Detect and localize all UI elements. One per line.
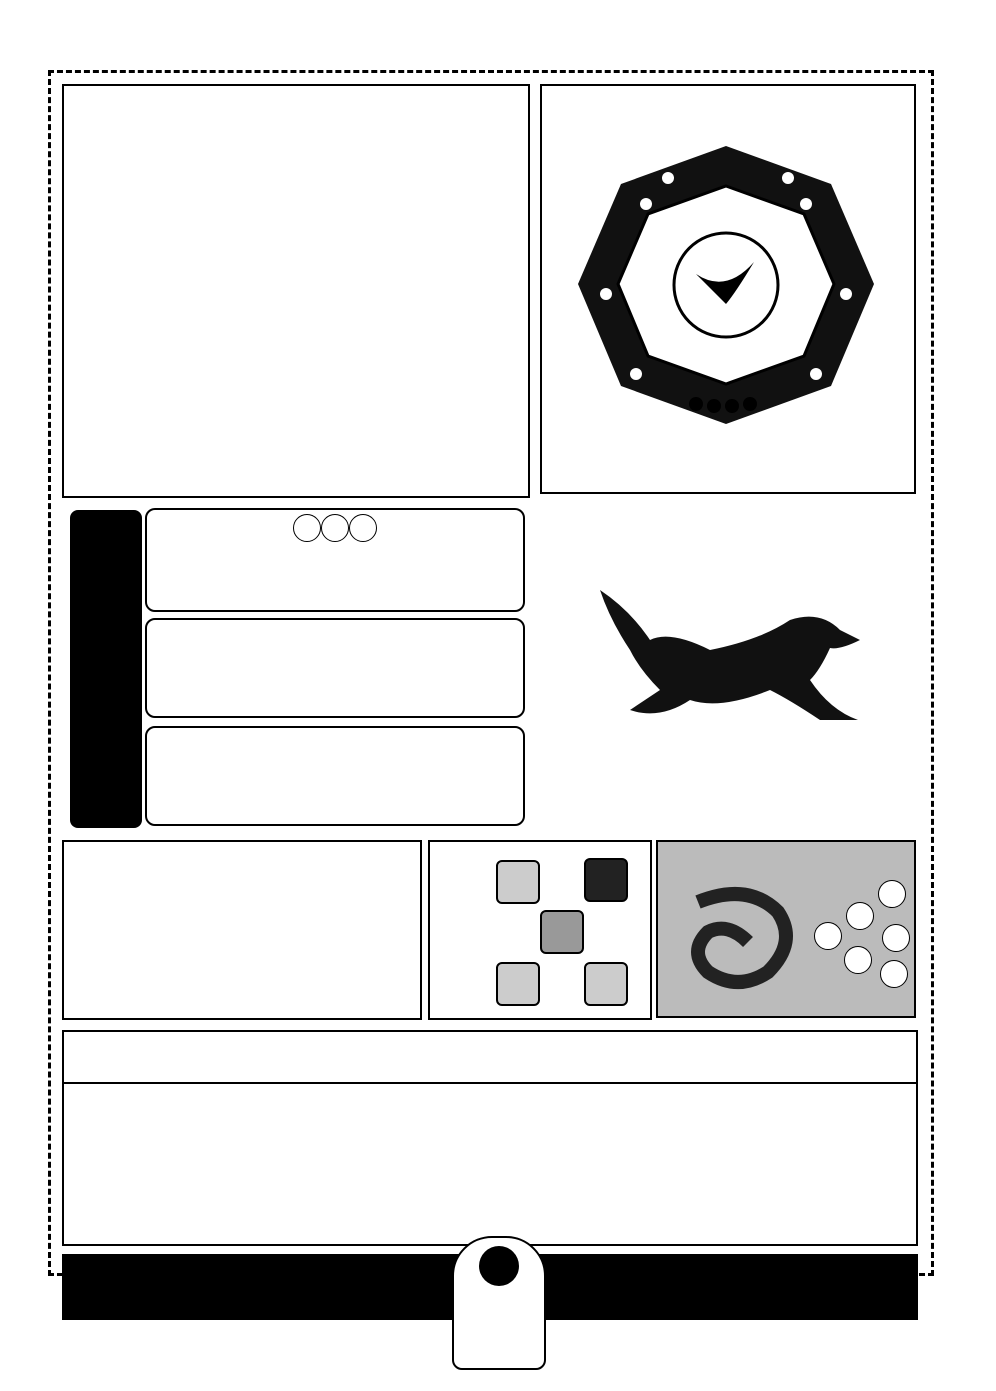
- poem1-box: [62, 84, 530, 498]
- rat-icon: [584, 962, 628, 1006]
- shengxiao-box: [428, 840, 652, 1020]
- dragon-illustration: [678, 882, 808, 1002]
- tongzi-panel-1: [145, 508, 525, 612]
- dragon-ball: [882, 924, 910, 952]
- dragon-ball: [844, 946, 872, 974]
- ox-icon: [540, 910, 584, 954]
- dragon-ball: [846, 902, 874, 930]
- poem2-box: [62, 840, 422, 1020]
- panel-heading: [157, 514, 513, 547]
- tongzi-panel-3: [145, 726, 525, 826]
- horse-icon: [584, 858, 628, 902]
- number-ball: [293, 514, 321, 542]
- number-ball: [349, 514, 377, 542]
- dog-illustration: [590, 570, 870, 750]
- promo-box: [62, 1030, 918, 1246]
- dragon-box: [656, 840, 916, 1018]
- promo-columns: [64, 1086, 916, 1244]
- goat-icon: [496, 962, 540, 1006]
- tongzi-panel-2: [145, 618, 525, 718]
- bagua-box: [540, 84, 916, 494]
- boy-mascot: [452, 1236, 546, 1370]
- dragon-ball: [814, 922, 842, 950]
- rooster-icon: [496, 860, 540, 904]
- promo-banner: [64, 1032, 916, 1084]
- dragon-ball: [878, 880, 906, 908]
- number-ball: [321, 514, 349, 542]
- shengxiao-vertical-title: [436, 850, 470, 868]
- bagua-diagram: [576, 144, 876, 426]
- tongzi-vertical-title: [70, 510, 142, 828]
- dragon-ball: [880, 960, 908, 988]
